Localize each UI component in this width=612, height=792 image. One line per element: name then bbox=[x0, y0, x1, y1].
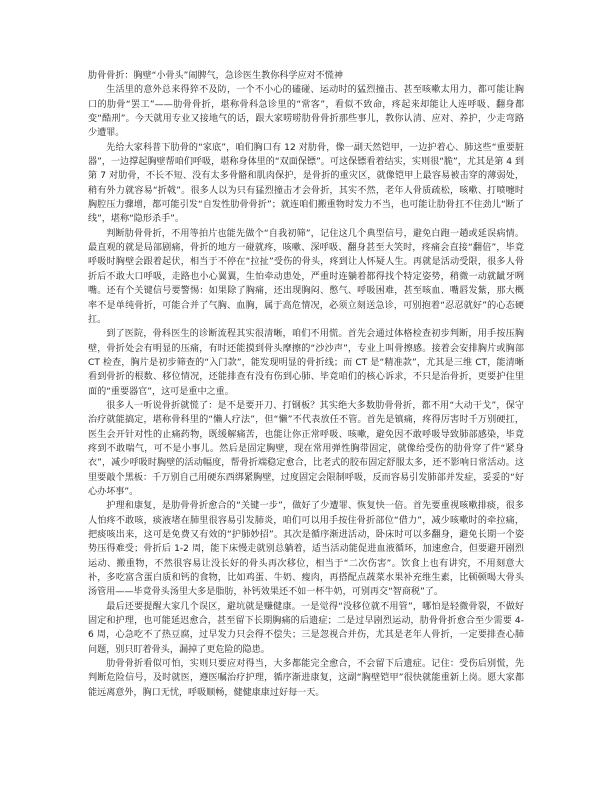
paragraph-conclusion: 肋骨骨折看似可怕，实则只要应对得当，大多都能完全愈合，不会留下后遗症。记住：受伤后别慌，先判断危险信号，及时就医，遵医嘱治疗护理，循序渐进康复，这副“胸壁铠甲”很快就能重新上岗。愿大家都能远离意外，胸口无忧，呼吸顺畅，健健康康过好每一天。 bbox=[88, 659, 524, 698]
paragraph-diagnosis: 到了医院，骨科医生的诊断流程其实很清晰，咱们不用慌。首先会通过体格检查初步判断，用手按压胸壁，骨折处会有明显的压痛，有时还能摸到骨头摩擦的“沙沙声”，专业上叫骨擦感。接着会安排胸片或胸部 CT 检查，胸片是初步筛查的“入门款”，能发现明显的骨折线；而 CT 是“精准款”，尤其是三维 CT，能清晰看到骨折的根数、移位情况，还能排查有没有伤到心肺、毕竟咱们的核心诉求，不只是治骨折，更要护住里面的“重要器官”，这可是重中之重。 bbox=[88, 329, 524, 397]
article-title: 肋骨骨折：胸壁“小骨头”闹脾气，急诊医生教你科学应对不慌神 bbox=[88, 71, 343, 81]
paragraph-misconceptions: 最后还要提醒大家几个误区，避坑就是赚健康。一是觉得“没移位就不用管”，哪怕是轻微骨裂，不做好固定和护理，也可能延迟愈合，甚至留下长期胸痛的后遗症；二是过早剧烈运动，肋骨骨折愈合至少需要 4-6 周，心急吃不了热豆腐，过早发力只会得不偿失；三是忽视合并伤，尤其是老年人骨折，一定要排查心肺问题，别只盯着骨头，漏掉了更危险的隐患。 bbox=[88, 601, 524, 655]
paragraph-rib-anatomy: 先给大家科普下肋骨的“家底”，咱们胸口有 12 对肋骨，像一副天然铠甲，一边护着心、肺这些“重要脏器”，一边撑起胸壁帮咱们呼吸，堪称身体里的“双面保镖”。可这保镖看着结实，实则很“脆”，尤其是第 4 到第 7 对肋骨，不长不短、没有太多骨骼和肌肉保护，是骨折的重灾区，就像铠甲上最容易被击穿的薄弱处，稍有外力就容易“折戟”。很多人以为只有猛烈撞击才会骨折，其实不然，老年人骨质疏松，咳嗽、打喷嚏时胸腔压力骤增，都可能引发“自发性肋骨骨折”；就连咱们搬重物时发力不当，也可能让肋骨扛不住劲儿“断了线”，堪称“隐形杀手”。 bbox=[88, 142, 524, 225]
document-page bbox=[88, 69, 524, 700]
paragraph-care-recovery: 护理和康复，是肋骨骨折愈合的“关键一步”，做好了少遭罪、恢复快一倍。首先要重视咳嗽排痰，很多人怕疼不敢咳，痰液堵在肺里很容易引发肺炎，咱们可以用手按住骨折部位“借力”，减少咳嗽时的牵拉痛，把痰咳出来，这可是免费又有效的“护肺妙招”。其次是循序渐进活动，卧床时可以多翻身，避免长期一个姿势压得难受；骨折后 1-2 周，能下床慢走就别总躺着，适当活动能促进血液循环，加速愈合，但要避开剧烈运动、搬重物，不然很容易让没长好的骨头再次移位，相当于“二次伤害”。饮食上也有讲究，不用刻意大补，多吃富含蛋白质和钙的食物，比如鸡蛋、牛奶、瘦肉，再搭配点蔬菜水果补充维生素，比顿顿喝大骨头汤管用——毕竟骨头汤里大多是脂肪，补钙效果还不如一杯牛奶，可别再交“智商税”了。 bbox=[88, 501, 524, 598]
paragraph-symptoms: 判断肋骨骨折，不用等拍片也能先做个“自我初筛”，记住这几个典型信号，避免白跑一趟或延误病情。最直观的就是局部剧痛，骨折的地方一碰就疼，咳嗽、深呼吸、翻身甚至大笑时，疼痛会直接“翻倍”，毕竟呼吸时胸壁会跟着起伏，相当于不停在“拉扯”受伤的骨头，疼到让人怀疑人生。再就是活动受限，很多人骨折后不敢大口呼吸，走路也小心翼翼，生怕牵动患处，严重时连躺着都得找个特定姿势，稍微一动就龇牙咧嘴。还有个关键信号要警惕：如果除了胸痛，还出现胸闷、憋气、呼吸困难，甚至咳血、嘴唇发紫，那大概率不是单纯骨折，可能合并了气胸、血胸，属于高危情况，必须立刻送急诊，可别抱着“忍忍就好”的心态硬扛。 bbox=[88, 228, 524, 325]
paragraph-intro: 生活里的意外总来得猝不及防，一个不小心的磕碰、运动时的猛烈撞击、甚至咳嗽太用力，都可能让胸口的肋骨“罢工”——肋骨骨折，堪称骨科急诊里的“常客”，看似不致命，疼起来却能让人连呼吸、翻身都变“酷刑”。今天就用专业又接地气的话，跟大家唠唠肋骨骨折那些事儿，教你认清、应对、养护，少走弯路少遭罪。 bbox=[88, 85, 524, 139]
paragraph-treatment: 很多人一听说骨折就慌了：是不是要开刀、打钢板？其实绝大多数肋骨骨折，都不用“大动干戈”，保守治疗就能搞定，堪称骨科里的“懒人疗法”，但“懒”不代表放任不管。首先是镇痛，疼得厉害时千万别硬扛，医生会开针对性的止痛药物，既缓解痛苦，也能让你正常呼吸、咳嗽，避免因不敢呼吸导致肺部感染，毕竟疼到不敢喘气，可不是小事儿。然后是固定胸壁，现在常用弹性胸带固定，就像给受伤的肋骨穿了件“紧身衣”，减少呼吸时胸壁的活动幅度，帮骨折端稳定愈合，比老式的胶布固定舒服太多，还不影响日常活动。这里要敲个黑板：千万别自己用硬东西绑紧胸壁，过度固定会限制呼吸，反而容易引发肺部并发症，妥妥的“好心办坏事”。 bbox=[88, 400, 524, 497]
